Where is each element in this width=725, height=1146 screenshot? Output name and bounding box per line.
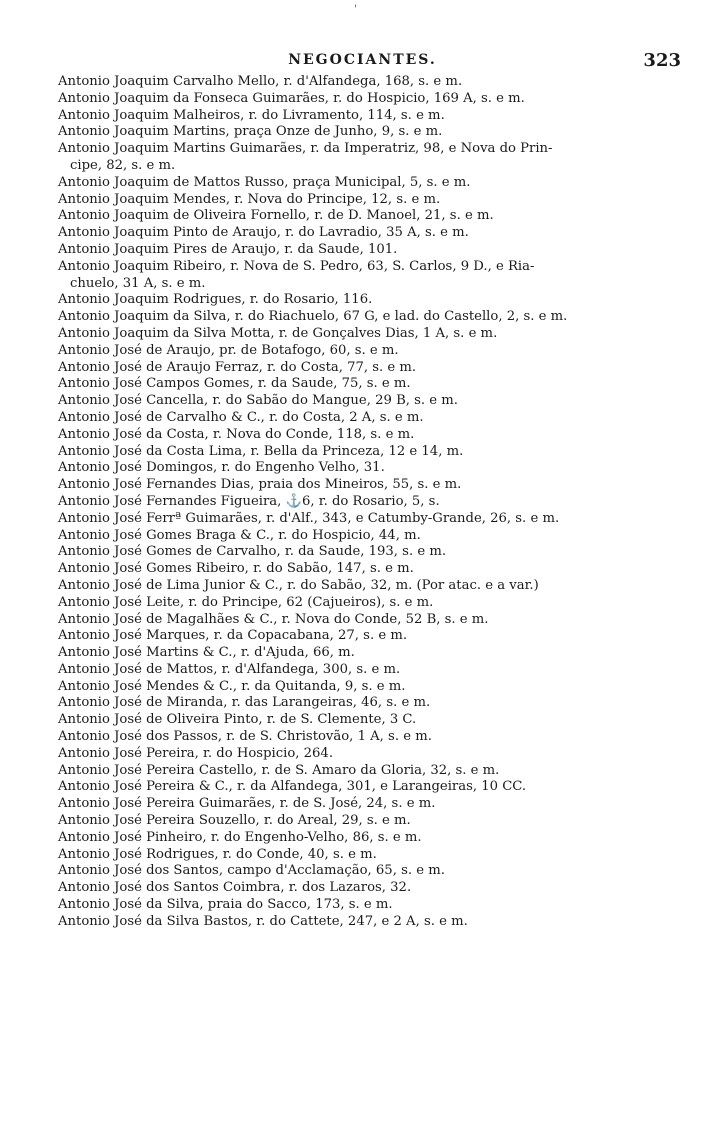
merchant-entry: Antonio José Cancella, r. do Sabão do Mangue, 29 B, s. e m. — [58, 393, 458, 409]
merchant-entry: Antonio José Pereira Castello, r. de S. Amaro da Gloria, 32, s. e m. — [58, 762, 500, 778]
merchant-entry: Antonio José da Costa Lima, r. Bella da Princeza, 12 e 14, m. — [58, 443, 464, 459]
merchant-entry: Antonio José da Silva Bastos, r. do Cattete, 247, e 2 A, s. e m. — [58, 913, 468, 929]
merchant-entry: Antonio José da Costa, r. Nova do Conde, 118, s. e m. — [58, 426, 415, 442]
merchant-entry: Antonio José da Silva, praia do Sacco, 173, s. e m. — [58, 897, 393, 913]
stray-print-mark: ' — [354, 4, 357, 15]
merchant-entry: Antonio José Pereira & C., r. da Alfandega, 301, e Larangeiras, 10 CC. — [58, 779, 527, 795]
merchant-entry: Antonio José de Miranda, r. das Larangeiras, 46, s. e m. — [58, 695, 431, 711]
page-number: 323 — [643, 50, 681, 71]
merchant-entry: Antonio José de Lima Junior & C., r. do Sabão, 32, m. (Por atac. e a var.) — [58, 577, 539, 593]
merchant-entry: Antonio José Gomes Braga & C., r. do Hospicio, 44, m. — [58, 527, 421, 543]
merchant-entry: Antonio José Marques, r. da Copacabana, 27, s. e m. — [58, 628, 408, 644]
merchant-entry: Antonio José Pereira Souzello, r. do Areal, 29, s. e m. — [58, 813, 411, 829]
merchant-entry: Antonio Joaquim da Fonseca Guimarães, r. do Hospicio, 169 A, s. e m. — [58, 90, 525, 106]
merchant-entry: Antonio José de Araujo, pr. de Botafogo, 60, s. e m. — [58, 342, 399, 358]
merchant-entry: Antonio José Rodrigues, r. do Conde, 40, s. e m. — [58, 846, 377, 862]
merchant-entry: Antonio Joaquim Carvalho Mello, r. d'Alfandega, 168, s. e m. — [58, 74, 463, 89]
merchant-entry: Antonio José Pereira Guimarães, r. de S. José, 24, s. e m. — [58, 796, 436, 812]
merchant-entry: Antonio Joaquim Martins Guimarães, r. da Imperatriz, 98, e Nova do Prin- — [58, 141, 553, 157]
merchant-entry: Antonio José de Araujo Ferraz, r. do Costa, 77, s. e m. — [58, 359, 417, 375]
merchant-entry: Antonio Joaquim da Silva, r. do Riachuelo, 67 G, e lad. do Castello, 2, s. e m. — [58, 309, 568, 325]
merchant-entry: Antonio José de Magalhães & C., r. Nova do Conde, 52 B, s. e m. — [58, 611, 489, 627]
section-title: NEGOCIANTES. — [288, 52, 437, 68]
running-head — [0, 50, 725, 74]
merchant-entry: Antonio José dos Santos, campo d'Acclamação, 65, s. e m. — [58, 863, 445, 879]
merchant-entry: Antonio José de Mattos, r. d'Alfandega, 300, s. e m. — [58, 661, 401, 677]
merchant-entry: Antonio Joaquim Mendes, r. Nova do Principe, 12, s. e m. — [58, 191, 441, 207]
merchant-entry: Antonio José Fernandes Figueira, ⚓6, r. do Rosario, 5, s. — [58, 493, 440, 509]
merchant-entry: Antonio Joaquim de Mattos Russo, praça Municipal, 5, s. e m. — [58, 174, 471, 190]
merchant-entry: Antonio José Gomes Ribeiro, r. do Sabão, 147, s. e m. — [58, 561, 414, 577]
merchant-entry: Antonio José Campos Gomes, r. da Saude, 75, s. e m. — [58, 376, 411, 392]
merchant-entry: Antonio Joaquim Pinto de Araujo, r. do Lavradio, 35 A, s. e m. — [58, 225, 469, 241]
merchant-entry: Antonio Joaquim Pires de Araujo, r. da Saude, 101. — [58, 241, 398, 257]
merchant-entry: Antonio José Leite, r. do Principe, 62 (Cajueiros), s. e m. — [58, 594, 434, 610]
merchant-entry-continuation: cipe, 82, s. e m. — [70, 157, 176, 173]
merchant-entry: Antonio José Pinheiro, r. do Engenho-Velho, 86, s. e m. — [58, 829, 422, 845]
merchant-entry: Antonio Joaquim de Oliveira Fornello, r. de D. Manoel, 21, s. e m. — [58, 208, 494, 224]
merchant-entry: Antonio José Mendes & C., r. da Quitanda, 9, s. e m. — [58, 678, 406, 694]
merchant-entry: Antonio José de Oliveira Pinto, r. de S. Clemente, 3 C. — [58, 712, 417, 728]
merchant-entry: Antonio Joaquim Rodrigues, r. do Rosario, 116. — [58, 292, 373, 308]
merchant-entry: Antonio José Fernandes Dias, praia dos Mineiros, 55, s. e m. — [58, 477, 462, 493]
merchant-entry: Antonio José Domingos, r. do Engenho Velho, 31. — [58, 460, 385, 476]
merchant-entry: Antonio José Gomes de Carvalho, r. da Saude, 193, s. e m. — [58, 544, 447, 560]
merchant-entry: Antonio José dos Passos, r. de S. Christovão, 1 A, s. e m. — [58, 729, 432, 745]
merchant-entry: Antonio Joaquim Martins, praça Onze de Junho, 9, s. e m. — [58, 124, 443, 140]
merchant-entry: Antonio José de Carvalho & C., r. do Costa, 2 A, s. e m. — [58, 409, 424, 425]
merchant-entry: Antonio José Pereira, r. do Hospicio, 264. — [58, 745, 334, 761]
merchant-entry: Antonio Joaquim Ribeiro, r. Nova de S. Pedro, 63, S. Carlos, 9 D., e Ria- — [58, 258, 535, 274]
merchant-entry: Antonio José dos Santos Coimbra, r. dos Lazaros, 32. — [58, 880, 412, 896]
merchant-entry: Antonio Joaquim da Silva Motta, r. de Gonçalves Dias, 1 A, s. e m. — [58, 325, 498, 341]
merchant-entry: Antonio Joaquim Malheiros, r. do Livramento, 114, s. e m. — [58, 107, 445, 123]
merchant-entry: Antonio José Martins & C., r. d'Ajuda, 66, m. — [58, 645, 355, 661]
merchant-list — [58, 74, 682, 931]
merchant-entry: Antonio José Ferrª Guimarães, r. d'Alf., 343, e Catumby-Grande, 26, s. e m. — [58, 510, 560, 526]
merchant-entry-continuation: chuelo, 31 A, s. e m. — [70, 275, 206, 291]
